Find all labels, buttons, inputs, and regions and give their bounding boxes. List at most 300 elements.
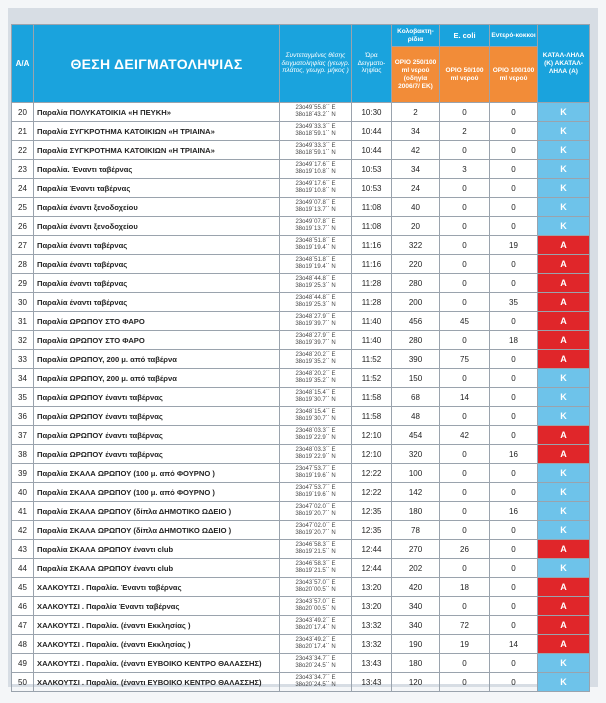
enterococci-value: 0 [490,198,538,217]
sampling-location: Παραλία ΩΡΩΠΟΥ έναντι ταβέρνας [34,388,280,407]
latitude: 23o48΄20.2΄΄ Ε [295,352,336,358]
latitude: 23o48΄15.4΄΄ Ε [295,409,336,415]
table-row [12,122,590,141]
ecoli-value: 0 [440,502,490,521]
suitability-status: Α [538,445,590,464]
suitability-status: Κ [538,160,590,179]
suitability-status: Α [538,274,590,293]
suitability-status: Κ [538,502,590,521]
coordinates [280,103,352,122]
latitude: 23o49΄17.6΄΄ Ε [295,181,336,187]
longitude: 38o20΄24.5΄΄ Ν [295,663,336,669]
table-row [12,483,590,502]
enterococci-value: 0 [490,559,538,578]
row-number: 29 [12,274,34,293]
latitude: 23o43΄57.0΄΄ Ε [295,599,336,605]
longitude: 38o19΄35.2΄΄ Ν [295,359,336,365]
sampling-time: 12:35 [352,502,392,521]
coordinates [280,445,352,464]
row-number: 35 [12,388,34,407]
sampling-location: ΧΑΛΚΟΥΤΣΙ . Παραλία. (έναντι Εκκλησίας ) [34,635,280,654]
sampling-time: 11:52 [352,369,392,388]
enterococci-value: 0 [490,217,538,236]
table-row [12,369,590,388]
sampling-location: ΧΑΛΚΟΥΤΣΙ . Παραλία Έναντι ταβέρνας [34,597,280,616]
row-number: 25 [12,198,34,217]
coliforms-value: 190 [392,635,440,654]
suitability-status: Α [538,540,590,559]
longitude: 38o19΄20.7΄΄ Ν [295,511,336,517]
longitude: 38o19΄21.5΄΄ Ν [295,568,336,574]
suitability-status: Κ [538,388,590,407]
suitability-status: Α [538,578,590,597]
longitude: 38o19΄13.7΄΄ Ν [295,207,336,213]
coordinates [280,578,352,597]
ecoli-value: 0 [440,293,490,312]
sampling-location: Παραλία έναντι ταβέρνας [34,274,280,293]
sampling-time: 11:28 [352,274,392,293]
suitability-status: Α [538,293,590,312]
suitability-status: Κ [538,407,590,426]
row-number: 47 [12,616,34,635]
latitude: 23o48΄44.8΄΄ Ε [295,295,336,301]
row-number: 32 [12,331,34,350]
suitability-status: Κ [538,673,590,692]
sampling-time: 10:53 [352,160,392,179]
longitude: 38o19΄10.8΄΄ Ν [295,188,336,194]
suitability-status: Κ [538,464,590,483]
row-number: 28 [12,255,34,274]
coliforms-value: 150 [392,369,440,388]
coliforms-value: 280 [392,274,440,293]
sampling-time: 11:08 [352,217,392,236]
sampling-location: Παραλία Έναντι ταβέρνας [34,179,280,198]
table-row [12,521,590,540]
sampling-time: 13:32 [352,616,392,635]
longitude: 38o19΄39.7΄΄ Ν [295,321,336,327]
latitude: 23o49΄33.3΄΄ Ε [295,124,336,130]
longitude: 38o19΄13.7΄΄ Ν [295,226,336,232]
sampling-location: Παραλία ΩΡΩΠΟΥ ΣΤΟ ΦΑΡΟ [34,331,280,350]
ecoli-value: 0 [440,521,490,540]
row-number: 39 [12,464,34,483]
suitability-status: Α [538,312,590,331]
row-number: 36 [12,407,34,426]
enterococci-value: 0 [490,388,538,407]
ecoli-value: 18 [440,578,490,597]
sampling-time: 11:58 [352,388,392,407]
sampling-time: 12:44 [352,540,392,559]
sampling-time: 12:22 [352,464,392,483]
coordinates [280,312,352,331]
sampling-location: Παραλία ΣΚΑΛΑ ΩΡΩΠΟΥ (δίπλα ΔΗΜΟΤΙΚΟ ΩΔΕΙΟ ) [34,502,280,521]
coliforms-value: 456 [392,312,440,331]
latitude: 23o48΄51.8΄΄ Ε [295,257,336,263]
sampling-location: ΧΑΛΚΟΥΤΣΙ . Παραλία. (έναντι Εκκλησίας ) [34,616,280,635]
header-aa: Α/Α [12,25,34,103]
sampling-time: 11:58 [352,407,392,426]
coordinates [280,483,352,502]
row-number: 24 [12,179,34,198]
row-number: 46 [12,597,34,616]
coliforms-value: 180 [392,654,440,673]
table-row [12,445,590,464]
sampling-time: 12:44 [352,559,392,578]
longitude: 38o19΄39.7΄΄ Ν [295,340,336,346]
sampling-results-table [11,24,590,692]
suitability-status: Κ [538,483,590,502]
sampling-time: 13:20 [352,578,392,597]
sampling-time: 11:52 [352,350,392,369]
enterococci-value: 19 [490,236,538,255]
sampling-location: ΧΑΛΚΟΥΤΣΙ . Παραλία. Έναντι ταβέρνας [34,578,280,597]
longitude: 38o18΄59.1΄΄ Ν [295,131,336,137]
coliforms-value: 270 [392,540,440,559]
coliforms-value: 454 [392,426,440,445]
table-row [12,293,590,312]
longitude: 38o19΄22.9΄΄ Ν [295,435,336,441]
coliforms-value: 180 [392,502,440,521]
header-time: Ώρα Δειγματο-ληψίας [352,25,392,103]
row-number: 21 [12,122,34,141]
header-coordinates: Συντεταγμένες θέσης δειγματοληψίας (γεωγρ. πλάτος, γεωγρ. μήκος ) [280,25,352,103]
ecoli-value: 2 [440,122,490,141]
longitude: 38o19΄21.5΄΄ Ν [295,549,336,555]
enterococci-value: 18 [490,331,538,350]
enterococci-value: 0 [490,578,538,597]
coordinates [280,160,352,179]
coordinates [280,236,352,255]
coordinates [280,198,352,217]
ecoli-value: 45 [440,312,490,331]
coliforms-value: 78 [392,521,440,540]
row-number: 43 [12,540,34,559]
sampling-time: 13:32 [352,635,392,654]
sampling-time: 11:16 [352,255,392,274]
header-ecoli: E. coli [440,25,490,47]
latitude: 23o43΄57.0΄΄ Ε [295,580,336,586]
table-row [12,426,590,445]
coliforms-value: 48 [392,407,440,426]
longitude: 38o19΄35.2΄΄ Ν [295,378,336,384]
latitude: 23o43΄49.2΄΄ Ε [295,637,336,643]
suitability-status: Κ [538,198,590,217]
table-row [12,236,590,255]
coordinates [280,521,352,540]
sampling-location: Παραλία έναντι ξενοδοχείου [34,217,280,236]
table-row [12,407,590,426]
ecoli-value: 75 [440,350,490,369]
suitability-status: Α [538,255,590,274]
suitability-status: Κ [538,217,590,236]
coordinates [280,673,352,692]
suitability-status: Α [538,350,590,369]
latitude: 23o48΄03.3΄΄ Ε [295,428,336,434]
ecoli-value: 0 [440,464,490,483]
table-row [12,388,590,407]
coliforms-value: 320 [392,445,440,464]
coordinates [280,350,352,369]
row-number: 23 [12,160,34,179]
ecoli-value: 42 [440,426,490,445]
longitude: 38o19΄19.4΄΄ Ν [295,264,336,270]
coordinates [280,540,352,559]
row-number: 34 [12,369,34,388]
sampling-location: Παραλία ΣΥΓΚΡΟΤΗΜΑ ΚΑΤΟΙΚΙΩΝ «Η ΤΡΙΑΙΝΑ» [34,141,280,160]
sampling-time: 10:30 [352,103,392,122]
ecoli-value: 0 [440,654,490,673]
longitude: 38o19΄22.9΄΄ Ν [295,454,336,460]
ecoli-value: 0 [440,103,490,122]
sampling-location: Παραλία έναντι ταβέρνας [34,293,280,312]
suitability-status: Κ [538,141,590,160]
table-row [12,597,590,616]
coordinates [280,179,352,198]
latitude: 23o49΄55.8΄΄ Ε [295,105,336,111]
sampling-location: Παραλία ΩΡΩΠΟΥ, 200 μ. από ταβέρνα [34,369,280,388]
coliforms-value: 280 [392,331,440,350]
header-enterococci: Εντερό-κοκκοι [490,25,538,47]
table-row [12,160,590,179]
sampling-location: Παραλία ΩΡΩΠΟΥ ΣΤΟ ΦΑΡΟ [34,312,280,331]
sampling-time: 11:40 [352,312,392,331]
sampling-time: 11:40 [352,331,392,350]
latitude: 23o43΄34.7΄΄ Ε [295,675,336,681]
sampling-location: ΧΑΛΚΟΥΤΣΙ . Παραλία. (έναντι ΕΥΒΟΙΚΟ ΚΕΝΤΡΟ ΘΑΛΑΣΣΗΣ) [34,654,280,673]
row-number: 37 [12,426,34,445]
ecoli-value: 0 [440,274,490,293]
suitability-status: Κ [538,369,590,388]
table-row [12,198,590,217]
table-row [12,673,590,692]
coliforms-value: 34 [392,122,440,141]
coliforms-value: 42 [392,141,440,160]
longitude: 38o19΄19.6΄΄ Ν [295,473,336,479]
latitude: 23o46΄58.3΄΄ Ε [295,561,336,567]
table-row [12,255,590,274]
row-number: 49 [12,654,34,673]
ecoli-value: 0 [440,597,490,616]
latitude: 23o48΄44.8΄΄ Ε [295,276,336,282]
coordinates [280,217,352,236]
row-number: 38 [12,445,34,464]
ecoli-limit: ΟΡΙΟ 50/100 ml νερού [440,47,490,103]
longitude: 38o20΄17.4΄΄ Ν [295,625,336,631]
longitude: 38o19΄19.4΄΄ Ν [295,245,336,251]
table-row [12,312,590,331]
ecoli-value: 0 [440,559,490,578]
ecoli-value: 72 [440,616,490,635]
enterococci-value: 0 [490,103,538,122]
enterococci-value: 16 [490,502,538,521]
coliforms-value: 220 [392,255,440,274]
table-row [12,578,590,597]
coordinates [280,369,352,388]
table-row [12,350,590,369]
longitude: 38o20΄24.5΄΄ Ν [295,682,336,688]
table-row [12,217,590,236]
ecoli-value: 0 [440,236,490,255]
sampling-location: Παραλία ΩΡΩΠΟΥ, 200 μ. από ταβέρνα [34,350,280,369]
sampling-location: Παραλία ΣΚΑΛΑ ΩΡΩΠΟΥ (δίπλα ΔΗΜΟΤΙΚΟ ΩΔΕΙΟ ) [34,521,280,540]
ecoli-value: 0 [440,198,490,217]
coordinates [280,255,352,274]
coliforms-value: 142 [392,483,440,502]
sampling-time: 12:22 [352,483,392,502]
suitability-status: Κ [538,654,590,673]
table-row [12,540,590,559]
sampling-time: 13:43 [352,654,392,673]
enterococci-value: 0 [490,483,538,502]
coordinates [280,274,352,293]
ecoli-value: 0 [440,407,490,426]
sampling-time: 11:16 [352,236,392,255]
table-row [12,274,590,293]
ecoli-value: 0 [440,217,490,236]
sampling-time: 11:28 [352,293,392,312]
suitability-status: Α [538,331,590,350]
sampling-time: 10:44 [352,141,392,160]
latitude: 23o49΄17.6΄΄ Ε [295,162,336,168]
row-number: 31 [12,312,34,331]
sampling-time: 12:10 [352,445,392,464]
enterococci-value: 14 [490,635,538,654]
longitude: 38o19΄25.3΄΄ Ν [295,283,336,289]
results-card [11,24,589,688]
ecoli-value: 0 [440,483,490,502]
ecoli-value: 0 [440,179,490,198]
ecoli-value: 3 [440,160,490,179]
sampling-location: Παραλία ΩΡΩΠΟΥ έναντι ταβέρνας [34,426,280,445]
latitude: 23o48΄51.8΄΄ Ε [295,238,336,244]
longitude: 38o19΄30.7΄΄ Ν [295,416,336,422]
table-row [12,635,590,654]
row-number: 20 [12,103,34,122]
enterococci-value: 0 [490,673,538,692]
longitude: 38o19΄20.7΄΄ Ν [295,530,336,536]
enterococci-value: 0 [490,312,538,331]
coliforms-value: 420 [392,578,440,597]
latitude: 23o48΄20.2΄΄ Ε [295,371,336,377]
table-row [12,331,590,350]
row-number: 30 [12,293,34,312]
enterococci-limit: ΟΡΙΟ 100/100 ml νερού [490,47,538,103]
coordinates [280,597,352,616]
coliforms-value: 390 [392,350,440,369]
row-number: 40 [12,483,34,502]
enterococci-value: 0 [490,407,538,426]
sampling-location: Παραλία ΣΚΑΛΑ ΩΡΩΠΟΥ (100 μ. από ΦΟΥΡΝΟ ) [34,464,280,483]
row-number: 33 [12,350,34,369]
sampling-location: Παραλία. Έναντι ταβέρνας [34,160,280,179]
longitude: 38o20΄17.4΄΄ Ν [295,644,336,650]
enterococci-value: 0 [490,426,538,445]
suitability-status: Α [538,236,590,255]
enterococci-value: 16 [490,445,538,464]
ecoli-value: 0 [440,255,490,274]
coordinates [280,616,352,635]
row-number: 27 [12,236,34,255]
enterococci-value: 0 [490,464,538,483]
ecoli-value: 0 [440,673,490,692]
enterococci-value: 0 [490,521,538,540]
enterococci-value: 0 [490,160,538,179]
longitude: 38o20΄00.5΄΄ Ν [295,606,336,612]
ecoli-value: 26 [440,540,490,559]
coordinates [280,331,352,350]
sampling-time: 12:10 [352,426,392,445]
coordinates [280,426,352,445]
ecoli-value: 0 [440,369,490,388]
table-row [12,179,590,198]
table-row [12,616,590,635]
coliforms-value: 340 [392,616,440,635]
sampling-location: Παραλία ΣΚΑΛΑ ΩΡΩΠΟΥ έναντι club [34,540,280,559]
coliforms-value: 202 [392,559,440,578]
ecoli-value: 0 [440,141,490,160]
enterococci-value: 35 [490,293,538,312]
sampling-location: Παραλία ΠΟΛΥΚΑΤΟΙΚΙΑ «Η ΠΕΥΚΗ» [34,103,280,122]
sampling-time: 13:43 [352,673,392,692]
latitude: 23o43΄34.7΄΄ Ε [295,656,336,662]
sampling-time: 11:08 [352,198,392,217]
latitude: 23o46΄58.3΄΄ Ε [295,542,336,548]
coliforms-value: 34 [392,160,440,179]
row-number: 48 [12,635,34,654]
sampling-location: Παραλία έναντι ταβέρνας [34,255,280,274]
enterococci-value: 0 [490,654,538,673]
longitude: 38o19΄30.7΄΄ Ν [295,397,336,403]
table-row [12,502,590,521]
coliforms-value: 100 [392,464,440,483]
coliforms-value: 24 [392,179,440,198]
sampling-location: Παραλία ΩΡΩΠΟΥ έναντι ταβέρνας [34,445,280,464]
ecoli-value: 0 [440,331,490,350]
header-title: ΘΕΣΗ ΔΕΙΓΜΑΤΟΛΗΨΙΑΣ [34,25,280,103]
ecoli-value: 19 [440,635,490,654]
sampling-location: ΧΑΛΚΟΥΤΣΙ . Παραλία. (έναντι ΕΥΒΟΙΚΟ ΚΕΝΤΡΟ ΘΑΛΑΣΣΗΣ) [34,673,280,692]
suitability-status: Κ [538,103,590,122]
suitability-status: Α [538,635,590,654]
latitude: 23o43΄49.2΄΄ Ε [295,618,336,624]
latitude: 23o49΄07.8΄΄ Ε [295,200,336,206]
latitude: 23o47΄53.7΄΄ Ε [295,485,336,491]
coordinates [280,388,352,407]
coordinates [280,407,352,426]
sampling-location: Παραλία ΣΚΑΛΑ ΩΡΩΠΟΥ (100 μ. από ΦΟΥΡΝΟ ) [34,483,280,502]
enterococci-value: 0 [490,255,538,274]
enterococci-value: 0 [490,597,538,616]
sampling-location: Παραλία ΣΚΑΛΑ ΩΡΩΠΟΥ έναντι club [34,559,280,578]
table-row [12,464,590,483]
sampling-time: 13:20 [352,597,392,616]
suitability-status: Κ [538,179,590,198]
longitude: 38o18΄59.1΄΄ Ν [295,150,336,156]
coordinates [280,141,352,160]
row-number: 42 [12,521,34,540]
sampling-time: 10:53 [352,179,392,198]
row-number: 50 [12,673,34,692]
suitability-status: Α [538,426,590,445]
suitability-status: Κ [538,521,590,540]
enterococci-value: 0 [490,122,538,141]
coliforms-value: 2 [392,103,440,122]
coliforms-value: 120 [392,673,440,692]
sampling-time: 12:35 [352,521,392,540]
longitude: 38o20΄00.5΄΄ Ν [295,587,336,593]
coliforms-value: 40 [392,198,440,217]
enterococci-value: 0 [490,350,538,369]
